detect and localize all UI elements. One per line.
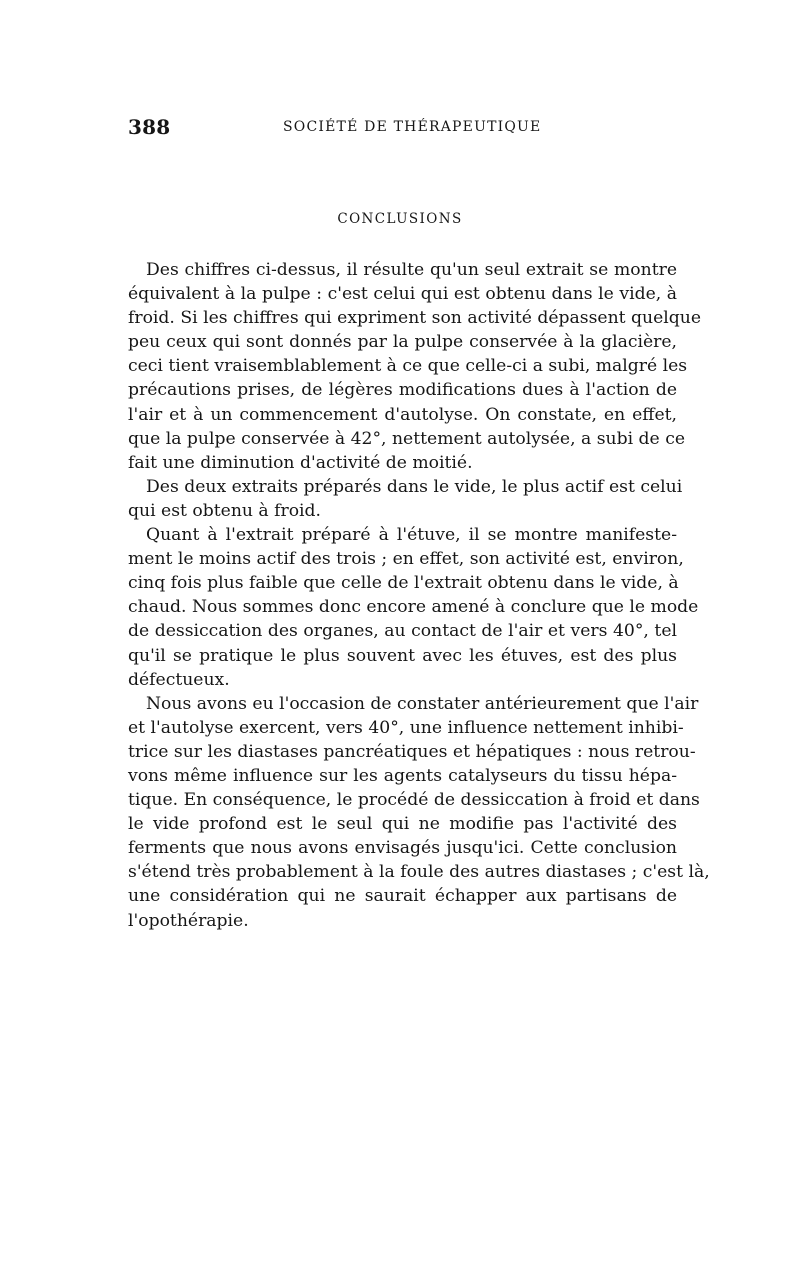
text-line: tique. En conséquence, le procédé de dessiccation à froid et dans: [128, 790, 700, 811]
text-line: et l'autolyse exercent, vers 40°, une influence nettement inhibi-: [128, 717, 684, 738]
text-line: froid. Si les chiffres qui expriment son activité dépassent quelque: [128, 308, 702, 329]
paragraph: [128, 692, 710, 933]
text-line: de dessiccation des organes, au contact de l'air et vers 40°, tel: [128, 621, 677, 642]
body-text: [128, 258, 710, 933]
text-line: peu ceux qui sont donnés par la pulpe conservée à la glacière,: [128, 332, 677, 353]
text-line: fait une diminution d'activité de moitié.: [128, 452, 473, 473]
text-line: qu'il se pratique le plus souvent avec les étuves, est des plus: [128, 645, 677, 666]
paragraph: [128, 258, 702, 475]
text-line: défectueux.: [128, 669, 230, 690]
text-line: ceci tient vraisemblablement à ce que celle-ci a subi, malgré les: [128, 356, 688, 377]
paragraph: [128, 523, 699, 692]
text-line: chaud. Nous sommes donc encore amené à conclure que le mode: [128, 597, 699, 618]
text-line: Quant à l'extrait préparé à l'étuve, il se montre manifeste-: [146, 525, 677, 546]
text-line: ferments que nous avons envisagés jusqu'ici. Cette conclusion: [128, 838, 677, 859]
text-line: qui est obtenu à froid.: [128, 500, 322, 521]
text-line: vons même influence sur les agents catalyseurs du tissu hépa-: [128, 765, 677, 786]
text-line: Des deux extraits préparés dans le vide, le plus actif est celui: [146, 476, 683, 497]
text-line: cinq fois plus faible que celle de l'extrait obtenu dans le vide, à: [128, 573, 679, 594]
text-line: l'opothérapie.: [128, 910, 249, 931]
text-line: Des chiffres ci-dessus, il résulte qu'un seul extrait se montre: [146, 260, 677, 280]
text-line: ment le moins actif des trois ; en effet, son activité est, environ,: [128, 549, 684, 570]
text-line: s'étend très probablement à la foule des autres diastases ; c'est là,: [128, 862, 710, 883]
text-line: que la pulpe conservée à 42°, nettement autolysée, a subi de ce: [128, 428, 685, 449]
text-line: Nous avons eu l'occasion de constater antérieurement que l'air: [146, 693, 699, 714]
section-title: CONCLUSIONS: [337, 211, 463, 227]
text-line: précautions prises, de légères modifications dues à l'action de: [128, 380, 677, 401]
paragraph: [128, 475, 683, 523]
text-line: équivalent à la pulpe : c'est celui qui est obtenu dans le vide, à: [128, 284, 677, 305]
text-line: trice sur les diastases pancréatiques et hépatiques : nous retrou-: [128, 741, 696, 762]
text-line: une considération qui ne saurait échapper aux partisans de: [128, 886, 677, 907]
text-line: l'air et à un commencement d'autolyse. On constate, en effet,: [128, 404, 677, 425]
text-line: le vide profond est le seul qui ne modifie pas l'activité des: [128, 814, 677, 835]
page-number: 388: [128, 115, 171, 139]
running-header: SOCIÉTÉ DE THÉRAPEUTIQUE: [283, 119, 542, 135]
